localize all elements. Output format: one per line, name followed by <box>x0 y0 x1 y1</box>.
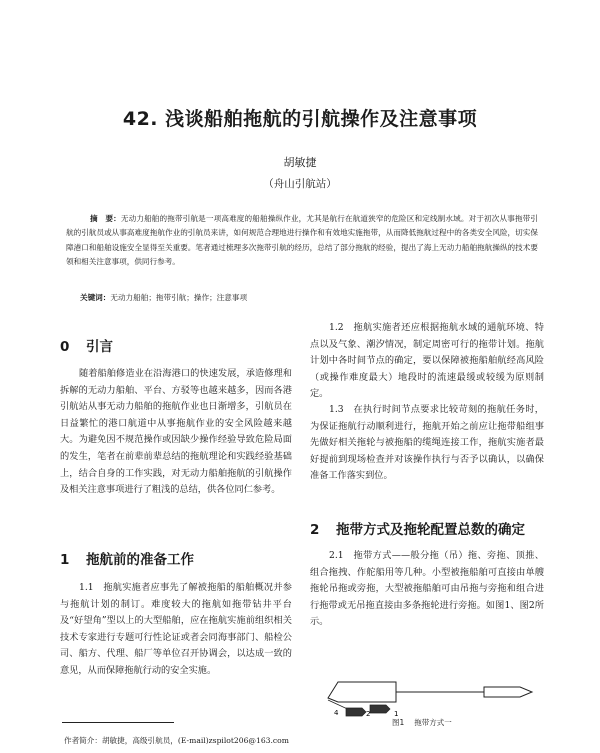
footnote-divider <box>62 722 174 723</box>
section-heading-prep <box>60 548 194 568</box>
figure-caption <box>392 717 452 728</box>
paper-title: 42. 浅谈船舶拖航的引航操作及注意事项 <box>122 108 478 130</box>
section-title: 拖航前的准备工作 <box>86 552 194 568</box>
abstract-text: 无动力船舶的拖带引航是一项高难度的船舶操纵作业，尤其是航行在航道狭窄的危险区和定线制水域。对于初次从事拖带引航的引航员或从事高难度拖航作业的引航员来讲，如何规范合理地进行操作和有效地实施拖带，从而降低拖航过程中的各类安全风险，切实保障港口和船舶设施安全显得至关重要。笔者通过梳理多次拖带引航的经历，总结了部分拖航的经验，提出了海上无动力船舶拖航操纵的技术要领和相关注意事项，供同行参考。 <box>66 214 538 266</box>
paragraph-1-3 <box>310 402 544 485</box>
section-number: 1 <box>60 552 70 568</box>
keywords-text: 无动力船舶；拖带引航；操作；注意事项 <box>110 293 248 302</box>
figure-caption-text: 拖带方式一 <box>414 718 452 727</box>
paragraph-text: 2.1 拖带方式——般分拖（吊）拖、旁拖、顶推、组合拖拽、作舵船用等几种。小型被拖船舶可直接由单艘拖轮吊拖或旁拖，大型被拖船舶可由吊拖与旁拖和组合进行拖带或无吊拖直接由多条拖轮进行旁拖。如图1、图2所示。 <box>310 550 544 628</box>
keywords <box>80 292 247 303</box>
barge-hull <box>328 682 396 702</box>
paragraph-text: 1.1 拖航实施者应事先了解被拖船的船舶概况并参与拖航计划的制订。难度较大的拖航如拖带钻井平台及“好望角”型以上的大型船舶，应在拖航实施前组织相关技术专家进行专题可行性论证或者会同海事部门、船检公司、船方、代理、船厂等单位召开协调会，以达成一致的意见，从而保障拖航行动的安全实施。 <box>60 582 292 676</box>
paragraph-text: 1.2 拖航实施者还应根据拖航水域的通航环境、特点以及气象、潮汐情况，制定周密可行的拖带计划。拖航计划中各时间节点的确定，要以保障被拖船舶航经高风险（或操作难度最大）地段时的流速最缓或较缓为原则制定。 <box>310 322 544 400</box>
section-title: 引言 <box>86 339 113 355</box>
paragraph-2-1 <box>310 548 544 631</box>
section-heading-intro <box>60 335 113 355</box>
assist-tug <box>370 705 390 713</box>
figure-caption-label: 图1 <box>392 718 405 727</box>
diagram-label: 4 <box>334 709 339 717</box>
paragraph-1-1 <box>60 580 292 680</box>
section-heading-towing <box>310 518 525 538</box>
section-number: 2 <box>310 522 320 538</box>
intro-paragraph <box>60 366 292 499</box>
diagram-label: 1 <box>394 710 399 718</box>
paragraph-text: 1.3 在执行时间节点要求比较苛刻的拖航任务时，为保证拖航行动顺利进行，拖航开始之前应让拖带船组事先做好相关拖轮与被拖船的缆绳连接工作，拖航实施者最好提前到现场检查并对该操作执行与否予以确认，以确保准备工作落实到位。 <box>310 404 544 482</box>
section-title: 拖带方式及拖轮配置总数的确定 <box>336 522 525 538</box>
lead-tug <box>484 687 532 697</box>
abstract <box>66 212 538 269</box>
author-name: 胡敏捷 <box>283 156 317 169</box>
paragraph-1-2 <box>310 320 544 403</box>
keywords-label: 关键词： <box>80 293 111 302</box>
section-number: 0 <box>60 339 70 355</box>
figure-towing-diagram <box>324 672 544 718</box>
author-affiliation: （舟山引航站） <box>263 178 337 190</box>
paragraph-text: 随着船舶修造业在沿海港口的快速发展，承造修理和拆解的无动力船舶、平台、方驳等也越来越多，因而各港引航站从事无动力船舶的拖航作业也日渐增多，引航员在日益繁忙的港口航道中从事拖航作业的安全风险越来越大。为避免因不规范操作或因缺少操作经验导致危险局面的发生，笔者在前辈前辈总结的拖航理论和实践经验基础上，结合自身的工作实践，对无动力船舶拖航的引航操作及相关注意事项进行了粗浅的总结，供各位同仁参考。 <box>60 368 292 496</box>
author-footnote: 作者简介：胡敏捷，高级引航员，(E-mail)zspilot206@163.com <box>64 736 289 745</box>
stern-tug-1 <box>346 708 366 716</box>
diagram-label: 2 <box>366 710 371 718</box>
abstract-label: 摘 要： <box>90 214 121 223</box>
